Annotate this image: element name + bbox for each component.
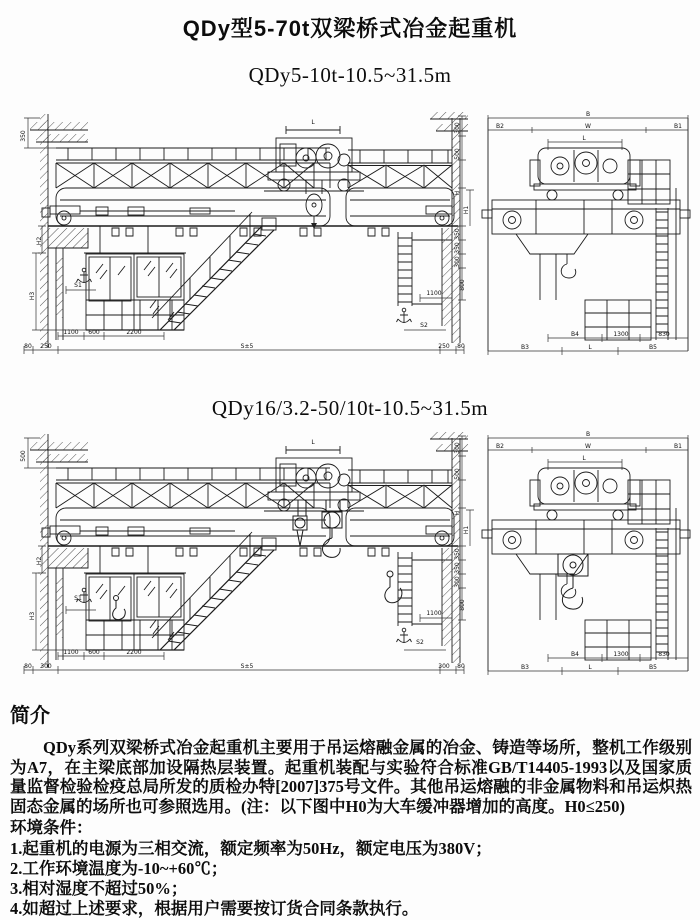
dimension-label: 800 xyxy=(459,279,466,291)
dimension-label: H xyxy=(454,510,461,516)
dimension-label: L xyxy=(582,135,586,142)
dimension-label: B4 xyxy=(571,331,579,338)
dimension-label: 300 xyxy=(454,442,461,454)
dimension-label: H2 xyxy=(36,236,43,246)
dimension-label: 350 xyxy=(454,562,461,574)
dimension-label: 2200 xyxy=(126,649,142,656)
dimension-label: 600 xyxy=(88,649,100,656)
dimension-label: L xyxy=(311,119,315,126)
dimension-label: H3 xyxy=(29,291,36,301)
crane-end-view xyxy=(482,115,690,355)
figure2-crane-drawing xyxy=(0,428,700,696)
dimension-label: 80 xyxy=(24,343,32,350)
dimension-label: 350 xyxy=(454,242,461,254)
dimension-label: B1 xyxy=(674,443,682,450)
dimension-label: 300 xyxy=(454,576,461,588)
dimension-label: B4 xyxy=(571,651,579,658)
dimension-label: S2 xyxy=(420,322,428,329)
dimension-label: S1 xyxy=(74,282,82,289)
condition-item-1: 1.起重机的电源为三相交流，额定频率为50Hz，额定电压为380V； xyxy=(10,838,492,858)
dimension-label: 830 xyxy=(658,651,670,658)
dimension-label: 350 xyxy=(454,228,461,240)
dimension-label: H xyxy=(454,190,461,196)
dimension-label: B2 xyxy=(496,123,504,130)
dimension-label: 1300 xyxy=(613,651,629,658)
dimension-label: 300 xyxy=(454,122,461,134)
conditions-title: 环境条件： xyxy=(10,818,93,838)
dimension-label: 500 xyxy=(454,148,461,160)
dimension-label: 1300 xyxy=(613,331,629,338)
dimension-label: 1100 xyxy=(426,610,442,617)
crane-end-view xyxy=(482,435,690,675)
dimension-label: 80 xyxy=(457,343,465,350)
dimension-label: 350 xyxy=(20,130,27,142)
condition-item-3: 3.相对湿度不超过50%； xyxy=(10,878,188,898)
figure1-caption: QDy5-10t-10.5~31.5m xyxy=(248,63,452,87)
dimension-label: B3 xyxy=(521,344,529,351)
dimension-label: 80 xyxy=(457,663,465,670)
dimension-label: 250 xyxy=(40,343,52,350)
dimension-label: 250 xyxy=(438,343,450,350)
dimension-label: 800 xyxy=(459,599,466,611)
dimension-label: B1 xyxy=(674,123,682,130)
dimension-label: 80 xyxy=(24,663,32,670)
dimension-label: B2 xyxy=(496,443,504,450)
condition-item-4: 4.如超过上述要求，根据用户需要按订货合同条款执行。 xyxy=(10,899,419,919)
dimension-label: H1 xyxy=(463,525,470,535)
dimension-label: L xyxy=(582,455,586,462)
dimension-label: B xyxy=(585,431,591,438)
dimension-label: S2 xyxy=(416,639,424,646)
dimension-label: 300 xyxy=(438,663,450,670)
dimension-label: L xyxy=(311,439,315,446)
dimension-label: 300 xyxy=(454,256,461,268)
dimension-label: 350 xyxy=(454,548,461,560)
dimension-label: 500 xyxy=(20,450,27,462)
dimension-label: S±5 xyxy=(240,663,254,670)
dimension-label: 1100 xyxy=(63,649,79,656)
dimension-label: S1 xyxy=(74,595,82,602)
dimension-label: 830 xyxy=(658,331,670,338)
dimension-label: L xyxy=(588,664,592,671)
crane-elevation-view xyxy=(24,112,474,354)
dimension-label: W xyxy=(585,443,591,450)
dimension-label: L xyxy=(588,344,592,351)
dimension-label: 1100 xyxy=(63,329,79,336)
dimension-label: B3 xyxy=(521,664,529,671)
dimension-label: W xyxy=(585,123,591,130)
figure2-caption: QDy16/3.2-50/10t-10.5~31.5m xyxy=(211,396,489,420)
dimension-label: B5 xyxy=(649,344,657,351)
dimension-label: 300 xyxy=(40,663,52,670)
dimension-label: B xyxy=(585,111,591,118)
dimension-label: S±5 xyxy=(240,343,254,350)
dimension-label: H1 xyxy=(463,205,470,215)
dimension-label: B5 xyxy=(649,664,657,671)
intro-section xyxy=(10,699,692,919)
intro-paragraph: QDy系列双梁桥式冶金起重机主要用于吊运熔融金属的冶金、铸造等场所，整机工作级别为A7，在主梁底部加设隔热层装置。起重机装配与实验符合标准GB/T14405-1993以及国家质量监督检验检疫总局所发的质检办特[2007]375号文件。其他吊运熔融的非金属物料和吊运炽热固态金属的场所也可参照选用。(注：以下图中H0为大车缓冲器增加的高度。H0≤250) xyxy=(10,738,692,816)
dimension-label: H3 xyxy=(29,611,36,621)
dimension-label: 500 xyxy=(454,468,461,480)
dimension-label: 1100 xyxy=(426,290,442,297)
dimension-label: 2200 xyxy=(126,329,142,336)
crane-elevation-view xyxy=(24,432,474,674)
intro-heading: 简介 xyxy=(10,705,50,727)
dimension-label: H2 xyxy=(36,556,43,566)
dimension-label: 600 xyxy=(88,329,100,336)
figure1-crane-drawing xyxy=(0,108,700,376)
page-title: QDy型5-70t双梁桥式冶金起重机 xyxy=(182,16,518,41)
condition-item-2: 2.工作环境温度为-10~+60℃； xyxy=(10,858,228,878)
